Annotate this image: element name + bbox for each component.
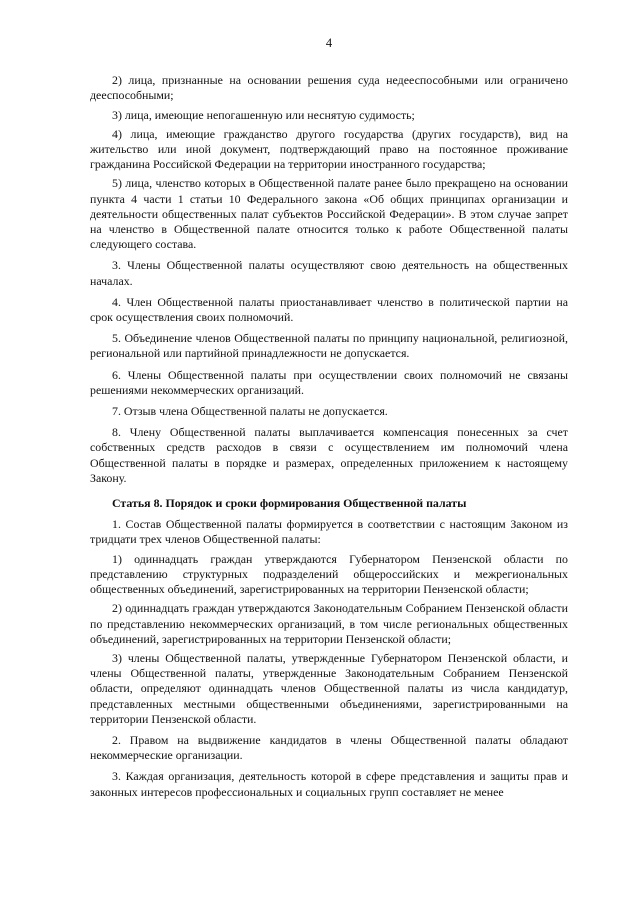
paragraph: 5) лица, членство которых в Общественной палате ранее было прекращено на основании пункта 4 части 1 статьи 10 Федерального закона «Об общих принципах организации и деятельности общественных палат субъектов Российской Федерации». В этом случае запрет на членство в Общественной палате относится только к работе Общественной палаты следующего состава. (90, 176, 568, 252)
paragraph: 4. Член Общественной палаты приостанавливает членство в политической партии на срок осуществления своих полномочий. (90, 294, 568, 325)
paragraph: 3) лица, имеющие непогашенную или неснятую судимость; (112, 107, 415, 122)
paragraph: 5. Объединение членов Общественной палаты по принципу национальной, религиозной, региональной или партийной принадлежности не допускается. (90, 331, 568, 361)
paragraph: 3) члены Общественной палаты, утвержденные Губернатором Пензенской области, и члены Общественной палаты, утвержденные Законодательным Собранием Пензенской области, определяют одиннадцать членов Общественной палаты из числа кандидатур, представленных местными общественными объединениями, зарегистрированными на территории Пензенской области. (90, 650, 568, 726)
paragraph: 6. Члены Общественной палаты при осуществлении своих полномочий не связаны решениями некоммерческих организаций. (90, 367, 568, 397)
page-number: 4 (325, 36, 333, 50)
paragraph: 3. Члены Общественной палаты осуществляют свою деятельность на общественных началах. (90, 258, 568, 288)
article-heading: Статья 8. Порядок и сроки формирования Общественной палаты (112, 496, 467, 511)
paragraph: 1. Состав Общественной палаты формируется в соответствии с настоящим Законом из тридцати трех членов Общественной палаты: (90, 517, 568, 547)
paragraph: 2) лица, признанные на основании решения суда недееспособными или ограничено дееспособными; (90, 73, 568, 103)
paragraph: 1) одиннадцать граждан утверждаются Губернатором Пензенской области по представлению структурных подразделений общероссийских и межрегиональных общественных объединений, зарегистрированных на территории Пензенской области; (90, 551, 568, 597)
paragraph: 4) лица, имеющие гражданство другого государства (других государств), вид на жительство или иной документ, подтверждающий право на постоянное проживание гражданина Российской Федерации на территории иностранного государства; (90, 126, 568, 172)
paragraph: 2. Правом на выдвижение кандидатов в члены Общественной палаты обладают некоммерческие организации. (90, 732, 568, 763)
paragraph: 7. Отзыв члена Общественной палаты не допускается. (112, 404, 388, 419)
document-body (90, 73, 568, 800)
paragraph: 8. Члену Общественной палаты выплачивается компенсация понесенных за счет собственных средств расходов в связи с осуществлением им полномочий члена Общественной палаты в порядке и размерах, определенных приложением к настоящему Закону. (90, 425, 568, 485)
paragraph: 3. Каждая организация, деятельность которой в сфере представления и защиты прав и законных интересов профессиональных и социальных групп составляет не менее (90, 769, 568, 799)
paragraph: 2) одиннадцать граждан утверждаются Законодательным Собранием Пензенской области по представлению некоммерческих организаций, в том числе региональных общественных объединений, зарегистрированных на территории Пензенской области; (90, 601, 568, 646)
